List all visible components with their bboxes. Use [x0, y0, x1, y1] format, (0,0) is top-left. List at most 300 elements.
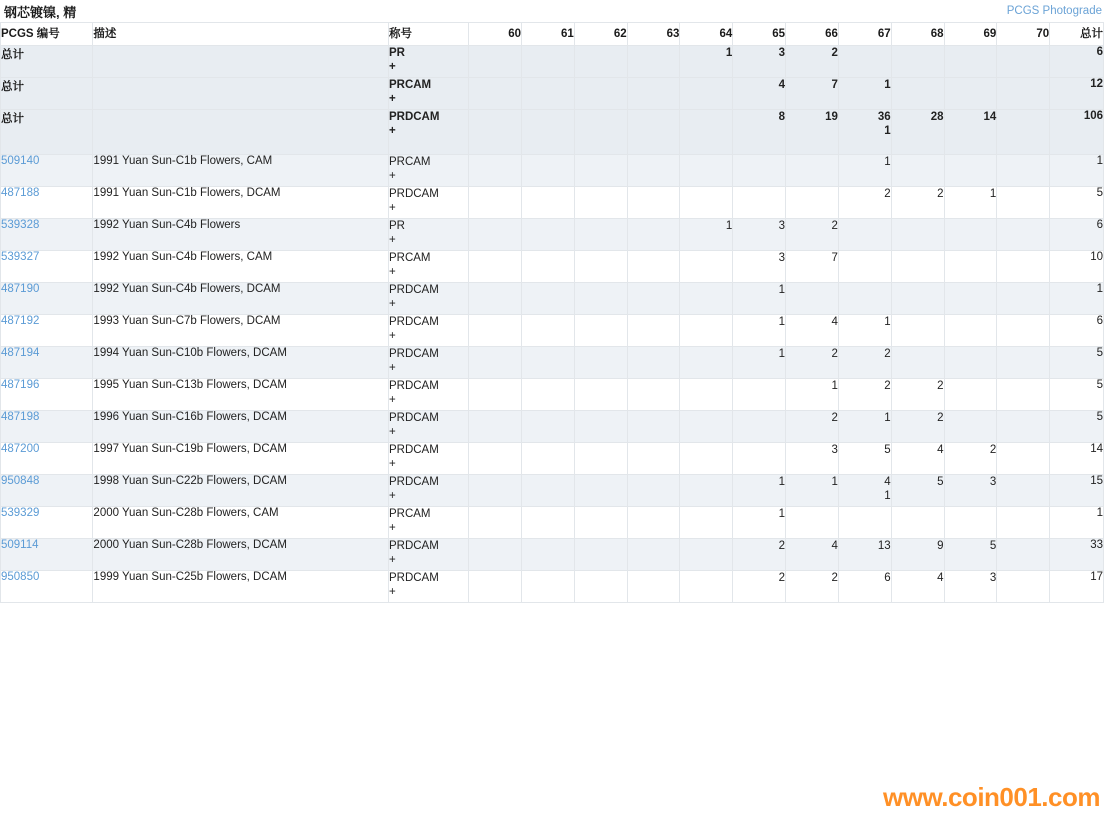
- grade-count: 3: [989, 476, 997, 488]
- grade-64-cell: [680, 507, 733, 539]
- grade-62-cell: [574, 571, 627, 603]
- grade-60-cell: [469, 379, 522, 411]
- description-cell: [93, 46, 389, 78]
- grade-70-cell: [997, 347, 1050, 379]
- table-row: [1, 347, 1104, 379]
- grade-60-cell: [469, 571, 522, 603]
- grade-65-cell: [733, 315, 786, 347]
- grade-62-cell: [574, 443, 627, 475]
- grade-count: 3: [778, 252, 786, 264]
- table-body: [1, 46, 1104, 603]
- grade-65-cell: [733, 571, 786, 603]
- grade-count: 1: [831, 476, 838, 488]
- pcgs-number-link-cell[interactable]: [1, 411, 93, 443]
- grade-66-cell: [786, 347, 839, 379]
- grade-68-cell: [891, 219, 944, 251]
- pcgs-number-link[interactable]: 509114: [1, 539, 39, 551]
- grade-60-cell: [469, 315, 522, 347]
- table-row: [1, 411, 1104, 443]
- column-header-description[interactable]: 描述: [93, 23, 389, 46]
- pcgs-number-link[interactable]: 487190: [1, 283, 40, 295]
- pcgs-photograde-link[interactable]: PCGS Photograde: [1006, 5, 1102, 17]
- grade-66-cell: [786, 110, 839, 155]
- row-total-cell: 5: [1050, 187, 1104, 219]
- grade-count: 9: [937, 540, 944, 552]
- designation-cell: [388, 315, 468, 347]
- table-header: [1, 23, 1104, 46]
- table-row: [1, 251, 1104, 283]
- designation-cell: [388, 571, 468, 603]
- grade-70-cell: [997, 475, 1050, 507]
- grade-60-cell: [469, 155, 522, 187]
- pcgs-number-link-cell[interactable]: [1, 571, 93, 603]
- grade-count: 2: [831, 47, 838, 59]
- row-total-cell: 17: [1050, 571, 1104, 603]
- grade-69-cell: [944, 251, 997, 283]
- grade-count: 2: [937, 380, 944, 392]
- column-header-total[interactable]: 总计: [1050, 23, 1104, 46]
- grade-count: 6: [884, 572, 891, 584]
- designation-plus-label: +: [388, 330, 396, 342]
- table-header-row: [1, 23, 1104, 46]
- table-row: [1, 46, 1104, 78]
- pcgs-number-link[interactable]: 487196: [1, 379, 40, 391]
- column-header-grade-70[interactable]: 70: [997, 23, 1050, 46]
- grade-62-cell: [574, 251, 627, 283]
- column-header-grade-64[interactable]: 64: [680, 23, 733, 46]
- grade-66-cell: [786, 539, 839, 571]
- table-row: [1, 219, 1104, 251]
- designation-plus-label: +: [388, 266, 396, 278]
- grade-68-cell: [891, 187, 944, 219]
- description-cell: 1995 Yuan Sun-C13b Flowers, DCAM: [93, 379, 389, 411]
- grade-60-cell: [469, 187, 522, 219]
- designation-plus-label: +: [388, 362, 396, 374]
- grade-count: 1: [778, 476, 786, 488]
- grade-66-cell: [786, 46, 839, 78]
- description-cell: 1993 Yuan Sun-C7b Flowers, DCAM: [93, 315, 389, 347]
- designation-label: PRCAM: [388, 252, 431, 264]
- grade-69-cell: [944, 379, 997, 411]
- grade-count: 3: [989, 572, 997, 584]
- grade-count: 4: [831, 540, 838, 552]
- grade-66-cell: [786, 251, 839, 283]
- grade-69-cell: [944, 347, 997, 379]
- grade-count: 7: [831, 79, 838, 91]
- pcgs-number-link[interactable]: 950848: [1, 475, 40, 487]
- pcgs-number-link-cell[interactable]: [1, 443, 93, 475]
- designation-plus-label: +: [388, 458, 396, 470]
- row-total-label-cell: 总计: [1, 46, 93, 78]
- grade-70-cell: [997, 507, 1050, 539]
- grade-64-cell: [680, 379, 733, 411]
- grade-64-cell: [680, 539, 733, 571]
- grade-66-cell: [786, 379, 839, 411]
- grade-64-cell: [680, 251, 733, 283]
- grade-68-cell: [891, 571, 944, 603]
- grade-62-cell: [574, 347, 627, 379]
- description-cell: 1991 Yuan Sun-C1b Flowers, CAM: [93, 155, 389, 187]
- table-row: [1, 539, 1104, 571]
- designation-label: PRDCAM: [388, 540, 439, 552]
- grade-67-cell: [838, 539, 891, 571]
- row-total-cell: 1: [1050, 283, 1104, 315]
- grade-count: 3: [778, 47, 786, 59]
- designation-label: PRDCAM: [388, 316, 439, 328]
- grade-69-cell: [944, 155, 997, 187]
- grade-61-cell: [522, 507, 575, 539]
- table-row: [1, 507, 1104, 539]
- grade-66-cell: [786, 219, 839, 251]
- grade-68-cell: [891, 78, 944, 110]
- pcgs-number-link[interactable]: 539329: [1, 507, 40, 519]
- designation-cell: [388, 219, 468, 251]
- column-header-designation[interactable]: 称号: [388, 23, 468, 46]
- grade-70-cell: [997, 78, 1050, 110]
- grade-62-cell: [574, 219, 627, 251]
- designation-cell: [388, 379, 468, 411]
- designation-label: PRDCAM: [388, 348, 439, 360]
- pcgs-number-link[interactable]: 487192: [1, 315, 40, 327]
- grade-63-cell: [627, 187, 680, 219]
- column-header-grade-67[interactable]: 67: [838, 23, 891, 46]
- designation-cell: [388, 187, 468, 219]
- column-header-grade-69[interactable]: 69: [944, 23, 997, 46]
- grade-68-cell: [891, 475, 944, 507]
- grade-60-cell: [469, 251, 522, 283]
- grade-population-table: [0, 22, 1104, 603]
- designation-plus-label: +: [388, 234, 396, 246]
- grade-count: 4: [937, 444, 944, 456]
- grade-66-cell: [786, 155, 839, 187]
- designation-plus-label: +: [388, 298, 396, 310]
- pcgs-number-link-cell[interactable]: [1, 219, 93, 251]
- designation-label: PRDCAM: [388, 412, 439, 424]
- grade-67-cell: [838, 46, 891, 78]
- grade-70-cell: [997, 187, 1050, 219]
- grade-count: 28: [930, 111, 944, 123]
- grade-62-cell: [574, 507, 627, 539]
- grade-63-cell: [627, 155, 680, 187]
- grade-67-cell: [838, 219, 891, 251]
- designation-label: PR: [388, 47, 405, 59]
- table-row: [1, 379, 1104, 411]
- column-header-grade-68[interactable]: 68: [891, 23, 944, 46]
- grade-count: 1: [831, 380, 838, 392]
- pcgs-number-link-cell[interactable]: [1, 155, 93, 187]
- grade-63-cell: [627, 283, 680, 315]
- grade-69-cell: [944, 475, 997, 507]
- designation-plus-label: +: [388, 61, 396, 73]
- description-cell: 1996 Yuan Sun-C16b Flowers, DCAM: [93, 411, 389, 443]
- grade-68-cell: [891, 283, 944, 315]
- grade-63-cell: [627, 443, 680, 475]
- designation-label: PR: [388, 220, 405, 232]
- pcgs-number-link-cell[interactable]: [1, 475, 93, 507]
- designation-cell: [388, 475, 468, 507]
- grade-67-cell: [838, 283, 891, 315]
- grade-65-cell: [733, 155, 786, 187]
- designation-cell: [388, 110, 468, 155]
- grade-65-cell: [733, 110, 786, 155]
- grade-60-cell: [469, 78, 522, 110]
- row-total-cell: 6: [1050, 46, 1104, 78]
- grade-66-cell: [786, 78, 839, 110]
- designation-plus-label: +: [388, 586, 396, 598]
- pcgs-number-link[interactable]: 950850: [1, 571, 40, 583]
- top-bar: [0, 0, 1106, 22]
- grade-65-cell: [733, 187, 786, 219]
- designation-label: PRDCAM: [388, 284, 439, 296]
- table-row: [1, 110, 1104, 155]
- grade-65-cell: [733, 411, 786, 443]
- grade-count: 2: [831, 220, 838, 232]
- grade-count: 7: [831, 252, 838, 264]
- grade-62-cell: [574, 475, 627, 507]
- grade-69-cell: [944, 315, 997, 347]
- grade-62-cell: [574, 155, 627, 187]
- row-total-cell: 5: [1050, 379, 1104, 411]
- grade-67-cell: [838, 110, 891, 155]
- grade-61-cell: [522, 283, 575, 315]
- grade-count: 1: [884, 125, 891, 137]
- grade-68-cell: [891, 507, 944, 539]
- pcgs-number-link[interactable]: 487200: [1, 443, 40, 455]
- pcgs-number-link-cell[interactable]: [1, 251, 93, 283]
- grade-63-cell: [627, 475, 680, 507]
- pcgs-number-link[interactable]: 539328: [1, 219, 40, 231]
- designation-plus-label: +: [388, 522, 396, 534]
- grade-64-cell: [680, 571, 733, 603]
- row-total-cell: 33: [1050, 539, 1104, 571]
- row-total-cell: 10: [1050, 251, 1104, 283]
- grade-61-cell: [522, 110, 575, 155]
- grade-65-cell: [733, 443, 786, 475]
- row-total-cell: 15: [1050, 475, 1104, 507]
- grade-70-cell: [997, 46, 1050, 78]
- column-header-grade-60[interactable]: 60: [469, 23, 522, 46]
- grade-67-cell: [838, 379, 891, 411]
- grade-62-cell: [574, 411, 627, 443]
- row-total-cell: 5: [1050, 347, 1104, 379]
- designation-label: PRDCAM: [388, 476, 439, 488]
- grade-67-cell: [838, 187, 891, 219]
- grade-69-cell: [944, 507, 997, 539]
- grade-count: 13: [877, 540, 891, 552]
- table-row: [1, 443, 1104, 475]
- grade-count: 1: [884, 412, 891, 424]
- grade-70-cell: [997, 283, 1050, 315]
- pcgs-number-link-cell[interactable]: [1, 315, 93, 347]
- grade-60-cell: [469, 539, 522, 571]
- table-row: [1, 155, 1104, 187]
- column-header-grade-62[interactable]: 62: [574, 23, 627, 46]
- pcgs-number-link[interactable]: 487188: [1, 187, 40, 199]
- grade-63-cell: [627, 110, 680, 155]
- grade-67-cell: [838, 443, 891, 475]
- grade-65-cell: [733, 379, 786, 411]
- designation-plus-label: +: [388, 93, 396, 105]
- grade-68-cell: [891, 347, 944, 379]
- row-total-cell: 14: [1050, 443, 1104, 475]
- grade-62-cell: [574, 379, 627, 411]
- grade-64-cell: [680, 283, 733, 315]
- grade-64-cell: [680, 187, 733, 219]
- pcgs-number-link-cell[interactable]: [1, 283, 93, 315]
- designation-label: PRDCAM: [388, 444, 439, 456]
- row-total-cell: 5: [1050, 411, 1104, 443]
- pcgs-number-link-cell[interactable]: [1, 187, 93, 219]
- column-header-pcgs-number[interactable]: PCGS 编号: [1, 23, 93, 46]
- grade-64-cell: [680, 155, 733, 187]
- grade-count: 2: [884, 188, 891, 200]
- grade-65-cell: [733, 251, 786, 283]
- grade-68-cell: [891, 411, 944, 443]
- grade-69-cell: [944, 411, 997, 443]
- pcgs-number-link[interactable]: 487198: [1, 411, 40, 423]
- grade-count: 2: [778, 540, 786, 552]
- designation-cell: [388, 507, 468, 539]
- grade-63-cell: [627, 379, 680, 411]
- grade-62-cell: [574, 46, 627, 78]
- grade-count: 1: [989, 188, 997, 200]
- grade-count: 1: [884, 316, 891, 328]
- grade-67-cell: [838, 347, 891, 379]
- grade-66-cell: [786, 475, 839, 507]
- designation-cell: [388, 283, 468, 315]
- designation-label: PRDCAM: [388, 188, 439, 200]
- grade-65-cell: [733, 347, 786, 379]
- grade-67-cell: [838, 507, 891, 539]
- description-cell: 2000 Yuan Sun-C28b Flowers, DCAM: [93, 539, 389, 571]
- row-total-cell: 1: [1050, 155, 1104, 187]
- grade-count: 2: [831, 412, 838, 424]
- row-total-cell: 6: [1050, 219, 1104, 251]
- grade-64-cell: [680, 110, 733, 155]
- column-header-grade-61[interactable]: 61: [522, 23, 575, 46]
- pcgs-number-link-cell[interactable]: [1, 347, 93, 379]
- column-header-grade-65[interactable]: 65: [733, 23, 786, 46]
- designation-label: PRCAM: [388, 156, 431, 168]
- grade-count: 2: [831, 572, 838, 584]
- grade-68-cell: [891, 251, 944, 283]
- grade-count: 2: [937, 412, 944, 424]
- grade-64-cell: [680, 443, 733, 475]
- designation-cell: [388, 443, 468, 475]
- designation-plus-label: +: [388, 125, 396, 137]
- grade-61-cell: [522, 219, 575, 251]
- grade-68-cell: [891, 379, 944, 411]
- grade-60-cell: [469, 46, 522, 78]
- designation-cell: [388, 411, 468, 443]
- grade-69-cell: [944, 78, 997, 110]
- grade-70-cell: [997, 155, 1050, 187]
- watermark: www.coin001.com: [883, 782, 1100, 812]
- pcgs-number-link-cell[interactable]: [1, 539, 93, 571]
- grade-61-cell: [522, 571, 575, 603]
- grade-70-cell: [997, 110, 1050, 155]
- grade-60-cell: [469, 443, 522, 475]
- grade-count: 4: [831, 316, 838, 328]
- grade-count: 19: [825, 111, 838, 123]
- table-row: [1, 475, 1104, 507]
- grade-62-cell: [574, 539, 627, 571]
- description-cell: 1997 Yuan Sun-C19b Flowers, DCAM: [93, 443, 389, 475]
- grade-64-cell: [680, 475, 733, 507]
- designation-cell: [388, 251, 468, 283]
- grade-69-cell: [944, 283, 997, 315]
- grade-70-cell: [997, 315, 1050, 347]
- designation-cell: [388, 539, 468, 571]
- grade-count: 1: [884, 156, 891, 168]
- grade-60-cell: [469, 283, 522, 315]
- grade-69-cell: [944, 219, 997, 251]
- grade-68-cell: [891, 315, 944, 347]
- pcgs-number-link[interactable]: 487194: [1, 347, 40, 359]
- grade-66-cell: [786, 187, 839, 219]
- designation-plus-label: +: [388, 426, 396, 438]
- grade-62-cell: [574, 187, 627, 219]
- grade-63-cell: [627, 251, 680, 283]
- grade-65-cell: [733, 539, 786, 571]
- grade-count: 3: [778, 220, 786, 232]
- column-header-grade-66[interactable]: 66: [786, 23, 839, 46]
- pcgs-number-link-cell[interactable]: [1, 379, 93, 411]
- grade-67-cell: [838, 78, 891, 110]
- grade-count: 2: [884, 348, 891, 360]
- grade-68-cell: [891, 539, 944, 571]
- grade-69-cell: [944, 187, 997, 219]
- grade-66-cell: [786, 571, 839, 603]
- pcgs-number-link[interactable]: 539327: [1, 251, 40, 263]
- grade-69-cell: [944, 443, 997, 475]
- designation-cell: [388, 46, 468, 78]
- grade-67-cell: [838, 251, 891, 283]
- grade-63-cell: [627, 411, 680, 443]
- grade-69-cell: [944, 571, 997, 603]
- grade-63-cell: [627, 219, 680, 251]
- grade-61-cell: [522, 379, 575, 411]
- column-header-grade-63[interactable]: 63: [627, 23, 680, 46]
- grade-68-cell: [891, 46, 944, 78]
- description-cell: 1999 Yuan Sun-C25b Flowers, DCAM: [93, 571, 389, 603]
- pcgs-number-link[interactable]: 509140: [1, 155, 40, 167]
- grade-66-cell: [786, 283, 839, 315]
- grade-count: 1: [778, 508, 786, 520]
- grade-61-cell: [522, 187, 575, 219]
- grade-67-cell: [838, 411, 891, 443]
- row-total-cell: 106: [1050, 110, 1104, 155]
- grade-66-cell: [786, 507, 839, 539]
- grade-64-cell: [680, 347, 733, 379]
- grade-61-cell: [522, 155, 575, 187]
- grade-count: 5: [937, 476, 944, 488]
- designation-label: PRDCAM: [388, 380, 439, 392]
- grade-count: 4: [778, 79, 786, 91]
- grade-62-cell: [574, 315, 627, 347]
- grade-count: 3: [831, 444, 838, 456]
- grade-65-cell: [733, 46, 786, 78]
- grade-62-cell: [574, 283, 627, 315]
- grade-66-cell: [786, 411, 839, 443]
- grade-count: 1: [725, 220, 733, 232]
- grade-63-cell: [627, 507, 680, 539]
- grade-69-cell: [944, 539, 997, 571]
- table-row: [1, 283, 1104, 315]
- grade-61-cell: [522, 475, 575, 507]
- designation-plus-label: +: [388, 170, 396, 182]
- pcgs-number-link-cell[interactable]: [1, 507, 93, 539]
